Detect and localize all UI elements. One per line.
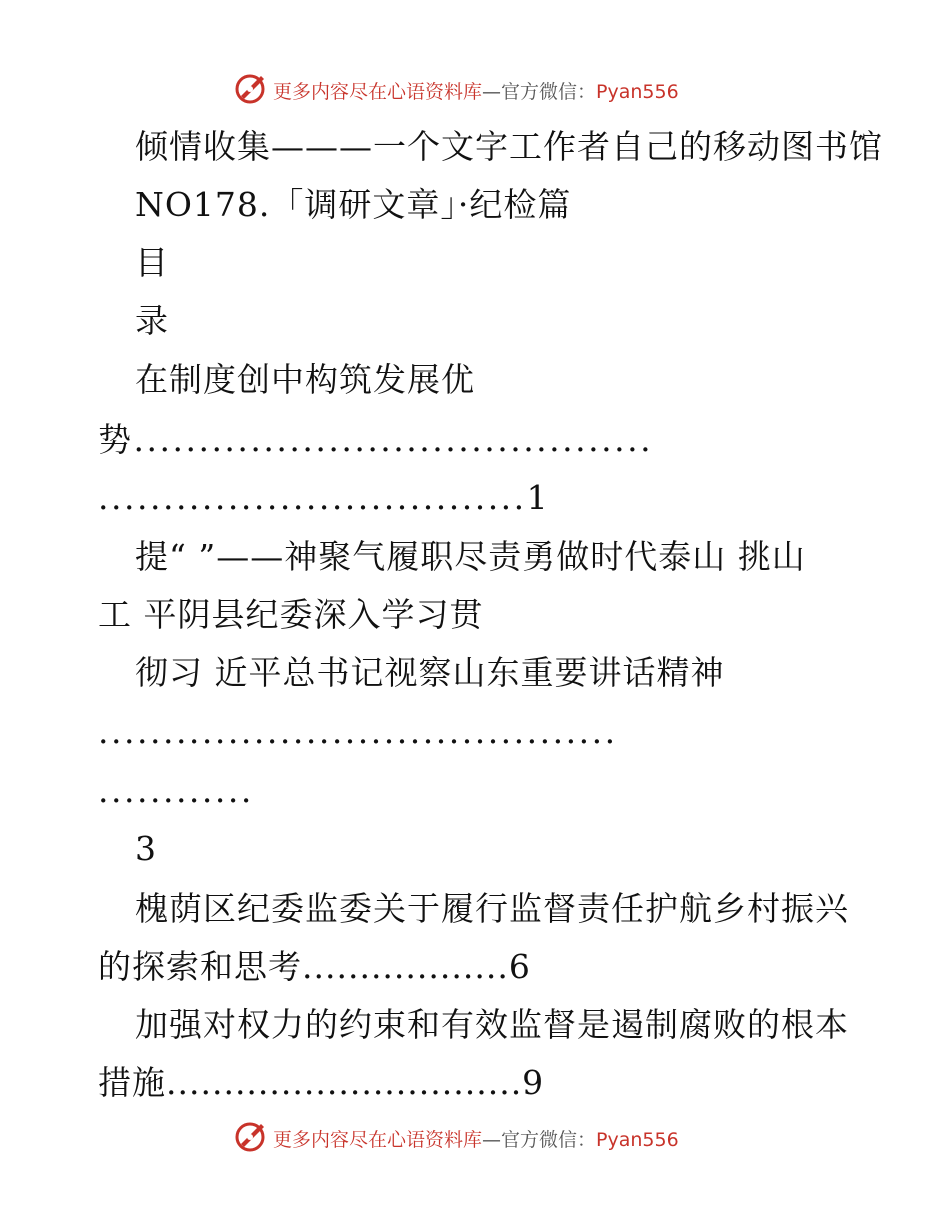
banner-wechat-id: Pyan556 (596, 81, 679, 103)
banner-wechat-id: Pyan556 (596, 1129, 679, 1151)
banner-prefix: 更多内容尽在心语资料库 (273, 81, 483, 103)
toc-entry-3-title[interactable]: 槐荫区纪委监委关于履行监督责任护航乡村振兴 (135, 889, 849, 928)
toc-entry-2-leader: ........................................ (98, 712, 618, 751)
banner-prefix: 更多内容尽在心语资料库 (273, 1129, 483, 1151)
toc-entry-2-leader-cont: ............ (98, 771, 254, 810)
doc-title: 倾情收集———一个文字工作者自己的移动图书馆 (135, 127, 883, 166)
banner-wechat-label: 官方微信： (501, 81, 597, 103)
pen-logo-icon (233, 1118, 269, 1154)
banner-dash: — (482, 1129, 502, 1151)
toc-entry-2-title-cont: 工 平阴县纪委深入学习贯 (98, 595, 484, 634)
toc-heading-1: 目 (135, 243, 169, 282)
toc-entry-1-page: .................................1 (98, 478, 551, 517)
toc-entry-1-leader: 势........................................ (98, 420, 654, 459)
toc-entry-4-title-cont: 措施...............................9 (98, 1063, 545, 1102)
banner-text (273, 1125, 679, 1152)
header-banner (0, 70, 950, 110)
toc-entry-2-title[interactable]: 提“ ”——神聚气履职尽责勇做时代泰山 挑山 (135, 537, 806, 576)
toc-entry-2-title-cont2: 彻习 近平总书记视察山东重要讲话精神 (135, 653, 725, 692)
footer-banner (0, 1118, 950, 1158)
toc-heading-2: 录 (135, 301, 169, 340)
banner-wechat-label: 官方微信： (501, 1129, 597, 1151)
toc-entry-4-title[interactable]: 加强对权力的约束和有效监督是遏制腐败的根本 (135, 1005, 849, 1044)
toc-entry-2-page: 3 (135, 829, 157, 868)
toc-entry-3-title-cont: 的探索和思考..................6 (98, 947, 531, 986)
doc-subtitle: NO178.「调研文章」·纪检篇 (135, 185, 572, 224)
pen-logo-icon (233, 70, 269, 106)
toc-entry-1-title[interactable]: 在制度创中构筑发展优 (135, 360, 475, 399)
banner-text (273, 77, 679, 104)
banner-dash: — (482, 81, 502, 103)
